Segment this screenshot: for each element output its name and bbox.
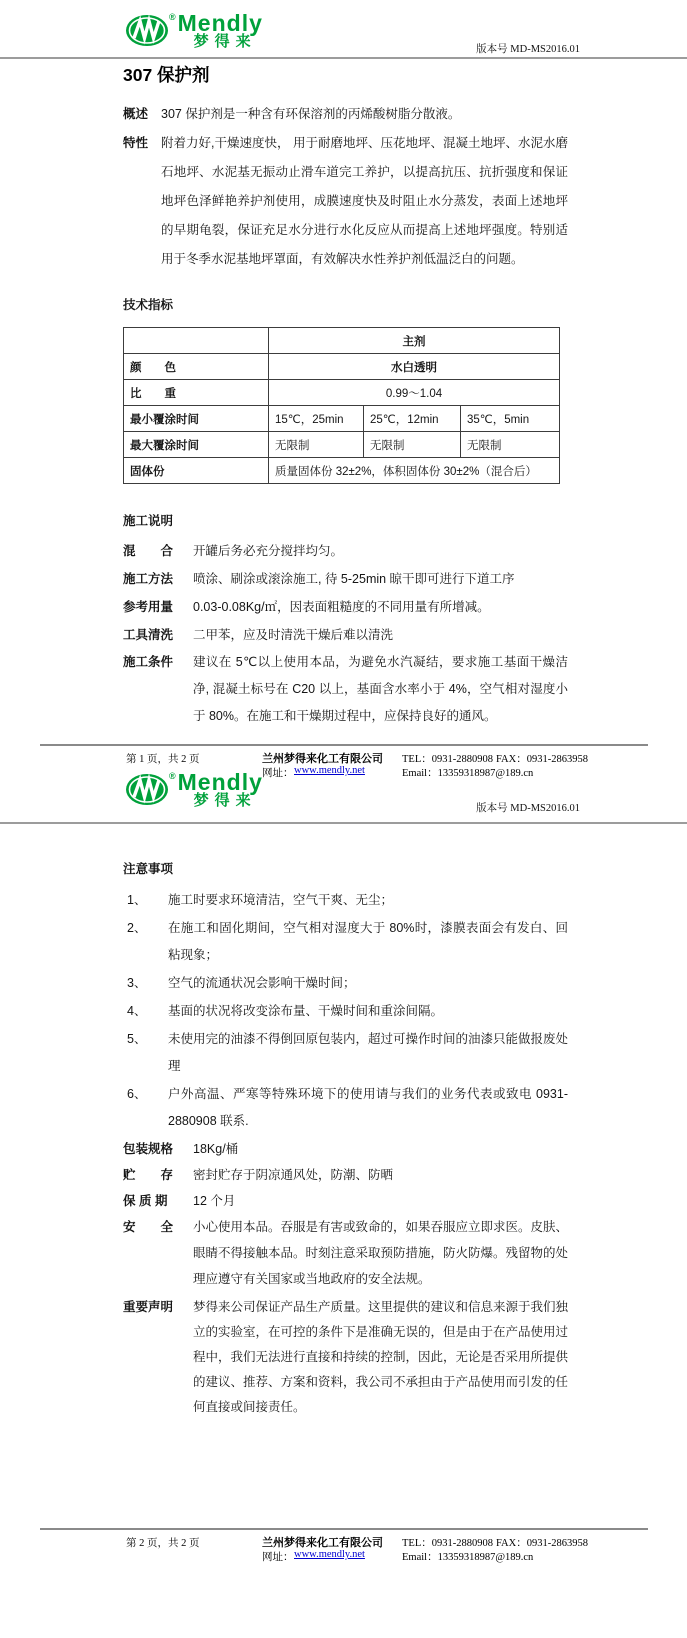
spec-min-recoat-25c: 25℃，12min [364, 406, 461, 432]
spec-max-recoat-25c: 无限制 [364, 432, 461, 458]
brand-name-cn: 梦得来 [193, 792, 257, 809]
email: Email：13359318987@189.cn [402, 768, 534, 779]
coverage-row [123, 593, 568, 621]
mixing-label: 混 合 [123, 544, 174, 558]
precaution-number: 5、 [127, 1032, 147, 1046]
construction-heading: 施工说明 [123, 514, 174, 528]
version-label: 版本号 MD-MS2016.01 [476, 803, 580, 814]
precaution-item [123, 887, 568, 914]
page1-header [125, 10, 263, 50]
precaution-number: 3、 [127, 976, 147, 990]
precaution-text: 基面的状况将改变涂布量、干燥时间和重涂间隔。 [168, 1004, 444, 1018]
mixing-text: 开罐后务必充分搅拌均匀。 [193, 544, 344, 558]
tool-cleaning-text: 二甲苯，应及时清洗干燥后难以清洗 [193, 628, 394, 642]
precaution-text: 户外高温、严寒等特殊环境下的使用请与我们的业务代表或致电 0931-2880908 联系. [168, 1087, 568, 1128]
brand-name: Mendly [177, 10, 263, 36]
registered-icon: ® [169, 12, 176, 22]
spec-solids-value: 质量固体份 32±2%，体积固体份 30±2%（混合后） [269, 458, 560, 484]
spec-color-label: 颜 色 [124, 354, 269, 380]
packaging-label: 包装规格 [123, 1142, 174, 1156]
shelf-life-text: 12 个月 [193, 1194, 236, 1208]
packaging-text: 18Kg/桶 [193, 1142, 239, 1156]
tool-cleaning-row [123, 621, 568, 649]
storage-text: 密封贮存于阴凉通风处，防潮、防晒 [193, 1168, 394, 1182]
company-name: 兰州梦得来化工有限公司 [262, 1537, 383, 1549]
precaution-item [123, 915, 568, 969]
features-label: 特性 [123, 136, 149, 150]
safety-text: 小心使用本品。吞服是有害或致命的，如果吞服应立即求医。皮肤、眼睛不得接触本品。时刻注意采取预防措施，防火防爆。残留物的处理应遵守有关国家或当地政府的安全法规。 [193, 1220, 569, 1286]
header-rule-page2 [0, 822, 687, 824]
application-method-label: 施工方法 [123, 572, 174, 586]
spec-header-empty-cell [124, 328, 269, 354]
table-row [124, 380, 560, 406]
precaution-item [123, 1026, 568, 1080]
precaution-number: 1、 [127, 893, 147, 907]
precautions-heading: 注意事项 [123, 862, 174, 876]
website-link[interactable]: www.mendly.net [294, 765, 365, 776]
packaging-row [123, 1136, 568, 1162]
application-method-row [123, 565, 568, 593]
spec-table [123, 327, 560, 484]
header-rule-page1 [0, 57, 687, 59]
mendly-logo-icon [125, 13, 173, 48]
overview-text: 307 保护剂是一种含有环保溶剂的丙烯酸树脂分散液。 [161, 107, 461, 121]
conditions-label: 施工条件 [123, 655, 174, 669]
overview-row [123, 100, 568, 129]
spec-max-recoat-label: 最大覆涂时间 [124, 432, 269, 458]
table-row [124, 354, 560, 380]
product-title: 307 保护剂 [123, 65, 210, 85]
precaution-item [123, 998, 568, 1025]
tech-specs-heading: 技术指标 [123, 298, 174, 312]
precaution-number: 4、 [127, 1004, 147, 1018]
company-name: 兰州梦得来化工有限公司 [262, 753, 383, 765]
disclaimer-row [123, 1295, 568, 1420]
spec-min-recoat-35c: 35℃，5min [461, 406, 560, 432]
spec-max-recoat-35c: 无限制 [461, 432, 560, 458]
email: Email：13359318987@189.cn [402, 1552, 534, 1563]
precaution-item [123, 970, 568, 997]
precaution-text: 在施工和固化期间，空气相对湿度大于 80%时，漆膜表面会有发白、回粘现象； [168, 921, 568, 962]
spec-color-value: 水白透明 [269, 354, 560, 380]
spec-min-recoat-15c: 15℃，25min [269, 406, 364, 432]
precaution-number: 6、 [127, 1087, 147, 1101]
website-label: 网址： [262, 1552, 294, 1563]
spec-max-recoat-15c: 无限制 [269, 432, 364, 458]
website-link[interactable]: www.mendly.net [294, 1549, 365, 1560]
spec-solids-label: 固体份 [124, 458, 269, 484]
mendly-logo-icon [125, 772, 173, 807]
disclaimer-label: 重要声明 [123, 1300, 174, 1314]
conditions-text: 建议在 5℃以上使用本品，为避免水汽凝结，要求施工基面干燥洁净, 混凝土标号在 C20 以上，基面含水率小于 4%，空气相对湿度小于 80%。在施工和干燥期过程中，应保持良好的通风。 [193, 655, 568, 723]
page2-footer [40, 1528, 648, 1566]
storage-label: 贮 存 [123, 1168, 174, 1182]
overview-label: 概述 [123, 107, 149, 121]
table-row [124, 406, 560, 432]
website-label: 网址： [262, 768, 294, 779]
telephone: TEL：0931-2880908 [402, 754, 493, 765]
disclaimer-text: 梦得来公司保证产品生产质量。这里提供的建议和信息来源于我们独立的实验室，在可控的条件下是准确无误的，但是由于在产品使用过程中，我们无法进行直接和持续的控制，因此，无论是否采用所提供的建议、推荐、方案和资料，我公司不承担由于产品使用而引发的任何直接或间接责任。 [193, 1300, 569, 1414]
precaution-text: 空气的流通状况会影响干燥时间； [168, 976, 356, 990]
brand-name-cn: 梦得来 [193, 33, 257, 50]
precaution-item [123, 1081, 568, 1135]
spec-min-recoat-label: 最小覆涂时间 [124, 406, 269, 432]
page2-header [125, 769, 263, 809]
precaution-text: 施工时要求环境清洁，空气干爽、无尘； [168, 893, 394, 907]
page-number: 第 1 页，共 2 页 [126, 754, 200, 765]
precaution-number: 2、 [127, 921, 147, 935]
conditions-row [123, 649, 568, 730]
table-row [124, 458, 560, 484]
coverage-text: 0.03-0.08Kg/㎡，因表面粗糙度的不同用量有所增减。 [193, 600, 490, 614]
fax: FAX：0931-2863958 [496, 1538, 588, 1549]
table-row [124, 328, 560, 354]
shelf-life-row [123, 1188, 568, 1214]
fax: FAX：0931-2863958 [496, 754, 588, 765]
page2-content [123, 855, 568, 1420]
page1-content [123, 62, 568, 730]
brand-name: Mendly [177, 769, 263, 795]
safety-label: 安 全 [123, 1220, 174, 1234]
shelf-life-label: 保 质 期 [123, 1194, 168, 1208]
spec-gravity-value: 0.99～1.04 [269, 380, 560, 406]
precaution-text: 未使用完的油漆不得倒回原包装内，超过可操作时间的油漆只能做报废处理 [168, 1032, 569, 1073]
page-number: 第 2 页，共 2 页 [126, 1538, 200, 1549]
safety-row [123, 1214, 568, 1292]
features-text: 附着力好,干燥速度快， 用于耐磨地坪、压花地坪、混凝土地坪、水泥水磨石地坪、水泥基无振动止滑车道完工养护，以提高抗压、抗折强度和保证地坪色泽鲜艳养护剂使用，成膜速度快及时阻止水分蒸发，表面上述地坪的早期龟裂，保证充足水分进行水化反应从而提高上述地坪强度。特别适用于冬季水泥基地坪罩面，有效解决水性养护剂低温泛白的问题。 [161, 136, 568, 266]
version-label: 版本号 MD-MS2016.01 [476, 44, 580, 55]
tool-cleaning-label: 工具清洗 [123, 628, 174, 642]
application-method-text: 喷涂、刷涂或滚涂施工, 待 5-25min 晾干即可进行下道工序 [193, 572, 515, 586]
telephone: TEL：0931-2880908 [402, 1538, 493, 1549]
spec-gravity-label: 比 重 [124, 380, 269, 406]
storage-row [123, 1162, 568, 1188]
features-row [123, 129, 568, 274]
mixing-row [123, 537, 568, 565]
table-row [124, 432, 560, 458]
registered-icon: ® [169, 771, 176, 781]
mendly-logo [125, 10, 263, 50]
coverage-label: 参考用量 [123, 600, 174, 614]
mendly-logo [125, 769, 263, 809]
spec-header-value: 主剂 [269, 328, 560, 354]
